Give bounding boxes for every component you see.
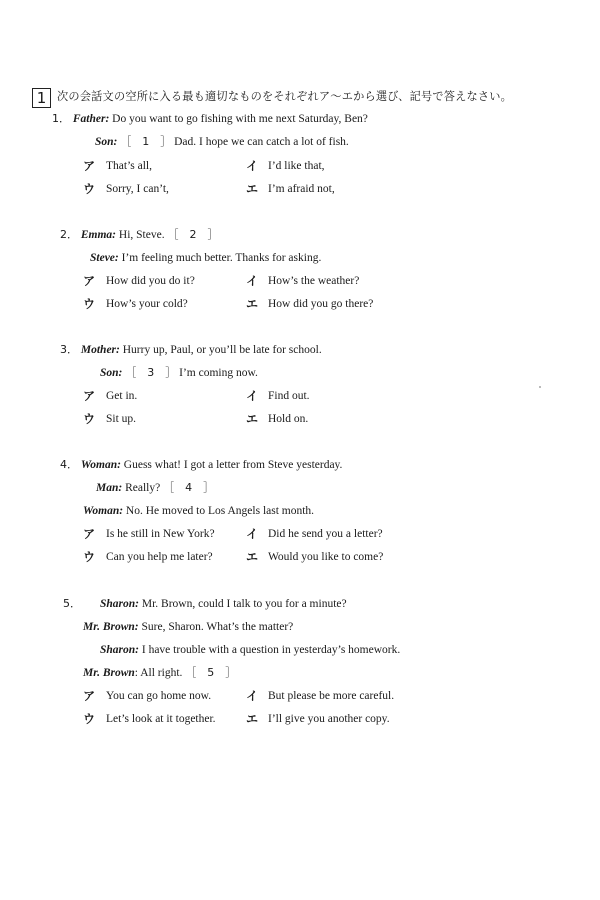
question-5-line-2 <box>83 620 293 634</box>
section-number-box: 1 <box>32 88 51 108</box>
choice-mark: ウ <box>83 412 96 426</box>
question-number: 3． <box>60 343 78 356</box>
utterance: Really? <box>122 482 164 494</box>
choice-text: Is he still in New York? <box>106 528 215 540</box>
choice-mark: ア <box>83 689 96 703</box>
choice-text: How did you go there? <box>268 298 374 310</box>
choice <box>246 550 258 565</box>
question-4-line-3 <box>83 504 314 518</box>
choice-mark: エ <box>246 182 259 196</box>
question-2-line-1 <box>60 228 218 242</box>
utterance: I’m coming now. <box>176 367 258 379</box>
speaker: Woman: <box>80 459 121 471</box>
choice <box>83 159 95 174</box>
choice <box>246 159 258 174</box>
choice <box>83 389 95 404</box>
speaker: Mother: <box>80 344 120 356</box>
utterance: Do you want to go fishing with me next Saturday, Ben? <box>109 113 368 125</box>
choice-text: I’m afraid not, <box>268 183 335 195</box>
choice <box>246 412 258 427</box>
choice-mark: ア <box>83 389 96 403</box>
choice-mark: ア <box>83 159 96 173</box>
question-5-line-1 <box>100 597 347 611</box>
question-4-line-1 <box>60 458 342 472</box>
utterance: Hurry up, Paul, or you’ll be late for school. <box>119 344 322 356</box>
answer-blank: ［ 1 ］ <box>120 135 172 148</box>
answer-blank: ［ 4 ］ <box>163 481 215 494</box>
choice <box>246 389 258 404</box>
utterance: All right. <box>137 667 186 679</box>
utterance: Mr. Brown, could I talk to you for a minute? <box>139 598 347 610</box>
choice-mark: イ <box>246 389 259 403</box>
choice-text: You can go home now. <box>106 690 212 702</box>
question-4-line-2 <box>96 481 214 495</box>
speaker: Mr. Brown: <box>83 621 139 633</box>
question-3-line-1 <box>60 343 322 357</box>
answer-blank: ［ 2 ］ <box>167 228 219 241</box>
choice-mark: エ <box>246 412 259 426</box>
choice <box>246 712 258 727</box>
choice <box>83 550 95 565</box>
choice <box>83 712 95 727</box>
choice-text: Can you help me later? <box>106 551 213 563</box>
choice-mark: イ <box>246 159 259 173</box>
choice-mark: ア <box>83 274 96 288</box>
choice-text: I’ll give you another copy. <box>268 713 390 725</box>
question-2-line-2 <box>90 251 321 265</box>
utterance: Guess what! I got a letter from Steve yesterday. <box>120 459 343 471</box>
choice-mark: エ <box>246 550 259 564</box>
choice <box>83 527 95 542</box>
speaker: Son: <box>100 367 123 379</box>
question-number: 2． <box>60 228 78 241</box>
question-5-line-3 <box>100 643 400 657</box>
speaker: Emma: <box>80 229 117 241</box>
choice-text: Get in. <box>106 390 138 402</box>
choice-mark: ウ <box>83 712 96 726</box>
choice-text: Sit up. <box>106 413 137 425</box>
choice <box>246 274 258 289</box>
speaker: Sharon: <box>100 644 139 656</box>
choice <box>246 527 258 542</box>
choice <box>83 274 95 289</box>
speaker: Woman: <box>83 505 124 517</box>
choice-text: How’s your cold? <box>106 298 188 310</box>
choice-text: Sorry, I can’t, <box>106 183 169 195</box>
utterance: Dad. I hope we can catch a lot of fish. <box>171 136 349 148</box>
choice-mark: イ <box>246 527 259 541</box>
speaker: Mr. Brown <box>83 667 135 679</box>
answer-blank: ［ 3 ］ <box>125 366 177 379</box>
question-5-line-4 <box>83 666 236 680</box>
question-5-number <box>63 597 81 611</box>
choice <box>83 412 95 427</box>
question-1-line-1 <box>52 112 368 126</box>
choice-text: How’s the weather? <box>268 275 360 287</box>
choice <box>246 689 258 704</box>
choice <box>246 182 258 197</box>
choice-text: Did he send you a letter? <box>268 528 383 540</box>
choice-mark: ウ <box>83 182 96 196</box>
choice-mark: エ <box>246 712 259 726</box>
speaker: Steve: <box>90 252 119 264</box>
choice <box>83 182 95 197</box>
question-number: 4． <box>60 458 78 471</box>
question-3-line-2 <box>100 366 258 380</box>
speaker: Sharon: <box>100 598 139 610</box>
choice-text: But please be more careful. <box>268 690 395 702</box>
choice-text: I’d like that, <box>268 160 325 172</box>
utterance: I’m feeling much better. Thanks for asking. <box>118 252 322 264</box>
utterance: Sure, Sharon. What’s the matter? <box>138 621 294 633</box>
utterance: No. He moved to Los Angels last month. <box>123 505 315 517</box>
question-number: 5． <box>63 597 81 610</box>
choice-mark: ウ <box>83 297 96 311</box>
choice-text: Find out. <box>268 390 310 402</box>
choice-mark: イ <box>246 274 259 288</box>
choice-mark: ア <box>83 527 96 541</box>
choice-text: Would you like to come? <box>268 551 384 563</box>
choice <box>246 297 258 312</box>
speaker: Father: <box>72 113 110 125</box>
answer-blank: ［ 5 ］ <box>185 666 237 679</box>
speaker: Son: <box>95 136 118 148</box>
choice-mark: ウ <box>83 550 96 564</box>
choice <box>83 689 95 704</box>
choice <box>83 297 95 312</box>
choice-text: Let’s look at it together. <box>106 713 216 725</box>
choice-text: That’s all, <box>106 160 152 172</box>
instruction-text: 次の会話文の空所に入る最も適切なものをそれぞれア～エから選び、記号で答えなさい。 <box>57 90 513 103</box>
choice-text: How did you do it? <box>106 275 195 287</box>
utterance: Hi, Steve. <box>116 229 168 241</box>
colon: : <box>134 667 138 679</box>
question-number: 1． <box>52 112 70 125</box>
speaker: Man: <box>96 482 123 494</box>
utterance: I have trouble with a question in yesterday’s homework. <box>139 644 401 656</box>
choice-mark: エ <box>246 297 259 311</box>
choice-text: Hold on. <box>268 413 309 425</box>
scan-speck <box>539 386 541 388</box>
choice-mark: イ <box>246 689 259 703</box>
question-1-line-2 <box>95 135 349 149</box>
